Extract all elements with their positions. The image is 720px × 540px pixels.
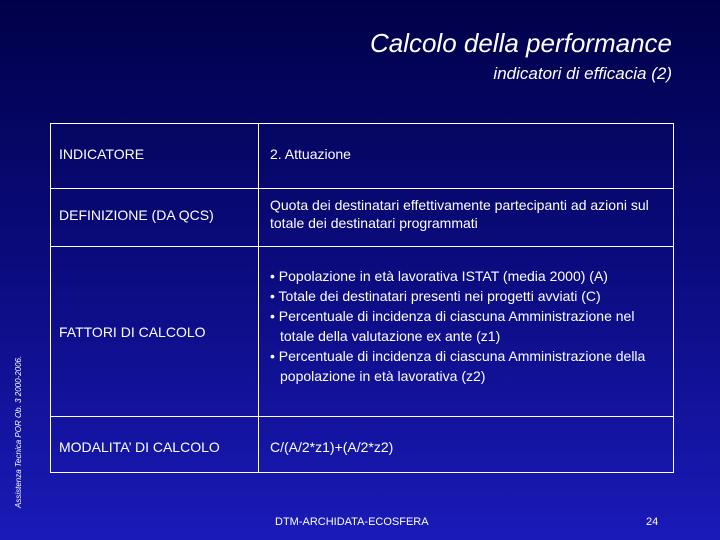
slide-title: Calcolo della performance [369, 28, 672, 58]
row-value-definizione: Quota dei destinatari effettivamente partecipanti ad azioni sul totale dei destinatari programmati [270, 197, 649, 231]
list-item: • Popolazione in età lavorativa ISTAT (media 2000) (A) [270, 268, 608, 284]
table-column-divider [258, 124, 259, 472]
row-label-indicatore: INDICATORE [59, 146, 145, 162]
row-label-fattori: FATTORI DI CALCOLO [59, 324, 206, 340]
row-label-definizione: DEFINIZIONE (DA QCS) [59, 207, 214, 223]
row-value-modalita: C/(A/2*z1)+(A/2*z2) [270, 439, 394, 455]
row-label-modalita: MODALITA’ DI CALCOLO [59, 439, 220, 455]
list-item: • Totale dei destinatari presenti nei progetti avviati (C) [270, 288, 601, 304]
list-item: • Percentuale di incidenza di ciascuna Amministrazione nel totale della valutazione ex ante (z1) [270, 308, 635, 344]
vertical-side-text: Assistenza Tecnica POR Ob. 3 2000-2006. [14, 355, 23, 508]
table-divider [51, 416, 673, 417]
page-number: 24 [646, 516, 659, 528]
slide-subtitle: indicatori di efficacia (2) [493, 64, 672, 83]
row-value-fattori [270, 266, 670, 386]
indicator-table [50, 123, 674, 473]
table-divider [51, 188, 673, 189]
table-divider [51, 246, 673, 247]
footer-text: DTM-ARCHIDATA-ECOSFERA [275, 516, 429, 528]
list-item: • Percentuale di incidenza di ciascuna Amministrazione della popolazione in età lavorativa (z2) [270, 348, 646, 384]
row-value-indicatore: 2. Attuazione [270, 146, 351, 162]
factors-list [270, 266, 670, 386]
